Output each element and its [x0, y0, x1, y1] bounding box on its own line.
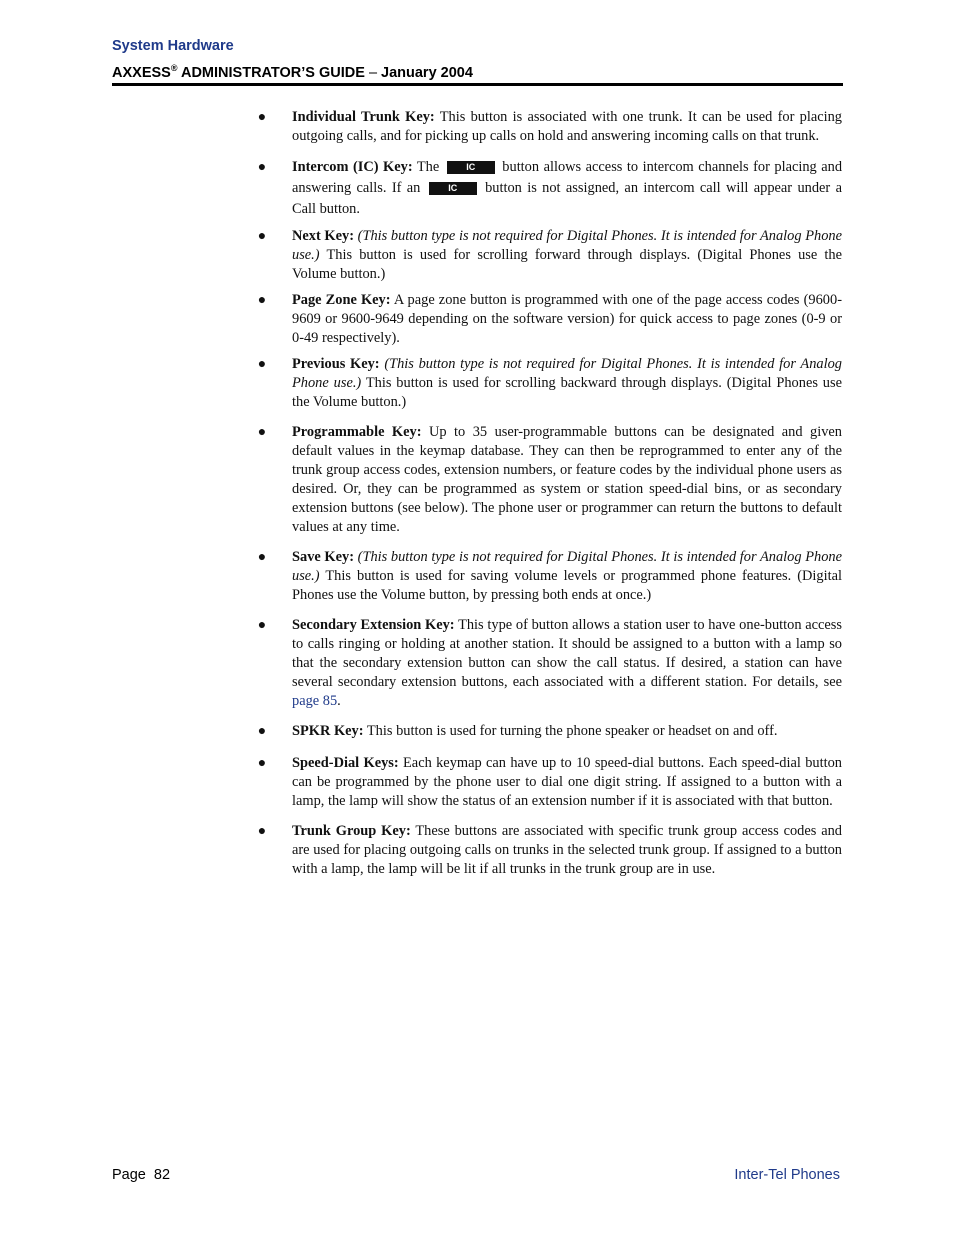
bullet-icon: ● — [257, 550, 267, 565]
key-type-list — [256, 108, 842, 879]
ic-key-icon: IC — [429, 182, 477, 195]
bullet-icon: ● — [257, 618, 267, 633]
list-item-save-key — [256, 548, 842, 605]
item-text: These buttons are associated with specific trunk group access codes and are used for placing outgoing calls on trunks in the selected trunk group. If assigned to a button with a lamp, the lamp will be lit if all trunks in the trunk group are in use. — [292, 823, 842, 877]
page-85-link[interactable]: page 85 — [292, 693, 338, 709]
list-item-programmable-key — [256, 423, 842, 537]
item-term: Save Key: — [292, 549, 355, 565]
bullet-icon: ● — [257, 229, 267, 244]
item-term: Intercom (IC) Key: — [292, 159, 413, 175]
ic-key-icon: IC — [447, 161, 495, 174]
list-item-page-zone-key — [256, 291, 842, 348]
page-number: Page 82 — [112, 1167, 171, 1183]
title-dash: – — [368, 64, 378, 81]
item-term: Next Key: — [292, 228, 354, 244]
item-note: (This button type is not required for Digital Phones. It is intended for Analog Phone use.) — [292, 228, 842, 263]
item-text-c: button is not assigned, an intercom call will appear under a Call button. — [292, 180, 842, 217]
item-tail: . — [337, 693, 341, 709]
bullet-icon: ● — [257, 724, 267, 739]
guide-subtitle: ADMINISTRATOR’S GUIDE — [180, 64, 365, 81]
bullet-icon: ● — [257, 756, 267, 771]
item-text-b: button allows access to intercom channels for placing and answering calls. If an — [292, 159, 843, 196]
list-item-spkr-key — [256, 722, 842, 741]
item-text: Each keymap can have up to 10 speed-dial buttons. Each speed-dial button can be programmed by the phone user to dial one digit string. If assigned to a button with a lamp, the lamp will show the status of an extension number if it is associated with that button. — [292, 755, 842, 809]
section-title: System Hardware — [112, 38, 234, 54]
item-text: This button is used for scrolling forward through displays. (Digital Phones use the Volume button.) — [292, 247, 842, 282]
item-term: Previous Key: — [292, 356, 380, 372]
item-term: SPKR Key: — [292, 723, 364, 739]
chapter-title: Inter-Tel Phones — [734, 1167, 840, 1183]
header-rule — [112, 83, 843, 86]
item-text: This button is used for turning the phone speaker or headset on and off. — [366, 723, 778, 739]
list-item-trunk-group-key — [256, 822, 842, 879]
guide-date: January 2004 — [381, 64, 473, 81]
page-header — [112, 37, 843, 84]
registered-mark: ® — [170, 63, 178, 73]
item-text: This button is used for scrolling backward through displays. (Digital Phones use the Volume button.) — [292, 375, 842, 410]
bullet-icon: ● — [257, 293, 267, 308]
bullet-icon: ● — [257, 824, 267, 839]
guide-title — [112, 57, 843, 84]
item-text-a: The — [416, 159, 440, 175]
list-item-speed-dial-keys — [256, 754, 842, 811]
list-item-secondary-extension-key — [256, 616, 842, 711]
bullet-icon: ● — [257, 160, 267, 175]
list-item-individual-trunk-key — [256, 108, 842, 146]
list-item-intercom-key — [256, 157, 842, 220]
item-note: (This button type is not required for Digital Phones. It is intended for Analog Phone use.) — [292, 356, 842, 391]
bullet-icon: ● — [257, 110, 267, 125]
item-term: Secondary Extension Key: — [292, 617, 455, 633]
guide-name: AXXESS — [112, 64, 171, 81]
list-item-previous-key — [256, 355, 842, 412]
bullet-icon: ● — [257, 357, 267, 372]
item-text: A page zone button is programmed with one of the page access codes (9600-9609 or 9600-9649 depending on the software version) for quick access to page zones (0-9 or 0-49 respectively). — [292, 292, 842, 346]
item-term: Page Zone Key: — [292, 292, 391, 308]
bullet-icon: ● — [257, 425, 267, 440]
list-item-next-key — [256, 227, 842, 284]
item-note: (This button type is not required for Digital Phones. It is intended for Analog Phone use.) — [292, 549, 842, 584]
item-text: This type of button allows a station user to have one-button access to calls ringing or holding at another station. It should be assigned to a button with a lamp so that the secondary extension button can show the call status. If desired, a station can have several secondary extension buttons, each associated with a different station. For details, see — [292, 617, 843, 690]
item-text: Up to 35 user-programmable buttons can be designated and given default values in the keymap database. They can then be reprogrammed to enter any of the trunk group access codes, extension numbers, or feature codes by the individual phone users as desired. Or, they can be programmed as system or station speed-dial bins, or as secondary extension buttons (see below). The phone user or programmer can return the buttons to default values at any time. — [292, 424, 842, 535]
item-term: Individual Trunk Key: — [292, 109, 435, 125]
item-text: This button is associated with one trunk. It can be used for placing outgoing calls, and for picking up calls on hold and answering incoming calls on that trunk. — [292, 109, 842, 144]
item-term: Programmable Key: — [292, 424, 422, 440]
item-term: Speed-Dial Keys: — [292, 755, 399, 771]
item-term: Trunk Group Key: — [292, 823, 411, 839]
item-text: This button is used for saving volume levels or programmed phone features. (Digital Phones use the Volume button, by pressing both ends at once.) — [292, 568, 842, 603]
